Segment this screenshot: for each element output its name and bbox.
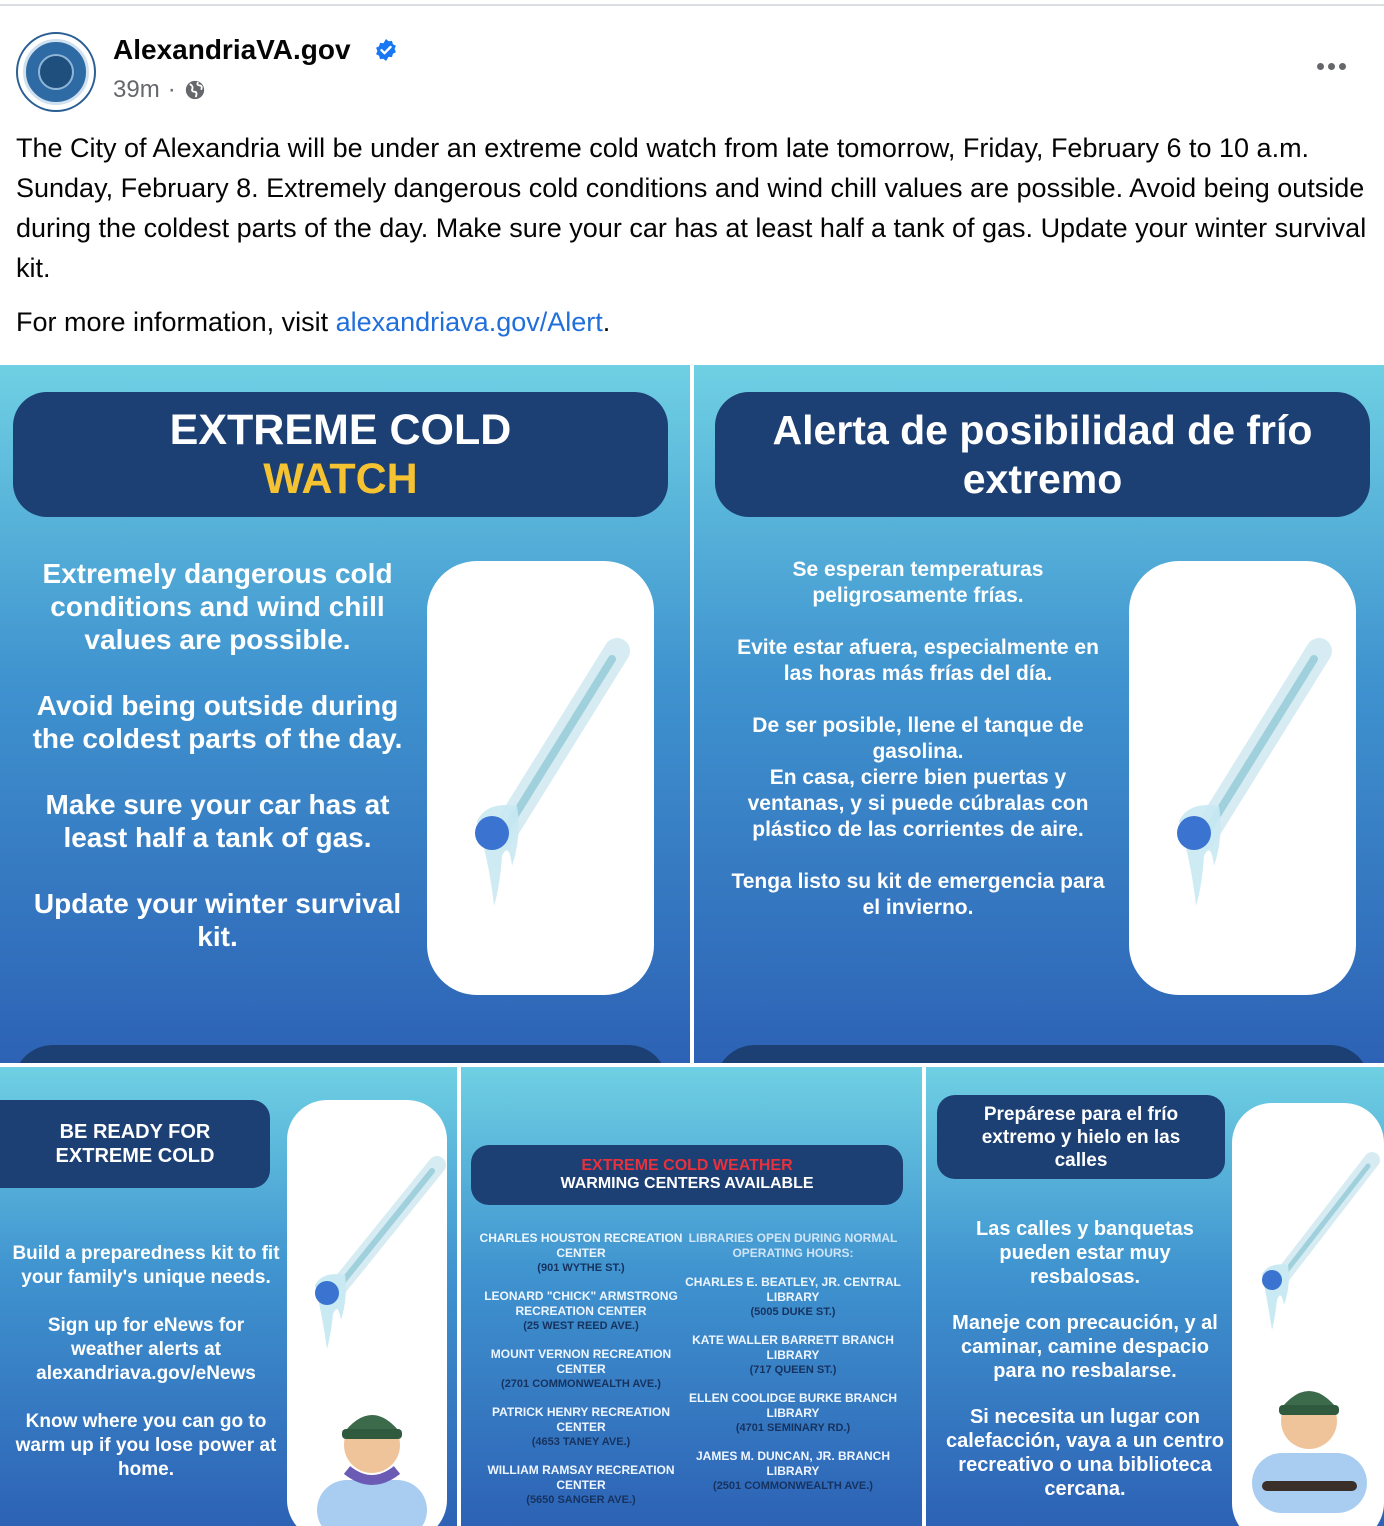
alerta-title: Alerta de posibilidad de frío extremo (772, 406, 1313, 502)
thermometer-card (427, 561, 654, 995)
thermometer-icon (1242, 1148, 1382, 1338)
thermometer-icon (297, 1155, 447, 1355)
info-suffix: . (602, 307, 611, 337)
ready-banner (0, 1100, 270, 1188)
thermometer-icon (447, 631, 637, 921)
info-prefix: For more information, visit (16, 307, 336, 337)
meta-separator: · (167, 76, 176, 103)
more-options-icon[interactable] (1310, 52, 1352, 80)
alerta-tip-5: Tenga listo su kit de emergencia para el invierno. (731, 870, 1105, 919)
alerta-banner (715, 392, 1370, 517)
page-name-link[interactable]: AlexandriaVA.gov (113, 34, 351, 65)
banner-subtitle: WATCH (263, 454, 418, 503)
tip-4: Update your winter survival kit. (33, 888, 402, 952)
ready-title: BE READY FOR EXTREME COLD (55, 1121, 215, 1167)
watch-tips (20, 557, 415, 953)
libraries-header: LIBRARIES OPEN DURING NORMAL OPERATING HOURS: (688, 1231, 898, 1260)
alerta-tip-1: Se esperan temperaturas peligrosamente frías. (792, 558, 1044, 607)
photo-alerta-frio[interactable] (694, 365, 1384, 1063)
city-seal-logo (23, 39, 89, 105)
preparese-tip-2: Maneje con precaución, y al caminar, camine despacio para no resbalarse. (952, 1312, 1218, 1382)
tip-3: Make sure your car has at least half a tank of gas. (45, 789, 390, 853)
ready-tip-3: Know where you can go to warm up if you lose power at home. (15, 1411, 277, 1480)
photo-extreme-cold-watch[interactable] (0, 365, 690, 1063)
verified-badge-icon (374, 38, 398, 62)
ready-tip-2: Sign up for eNews for weather alerts at alexandriava.gov/eNews (36, 1315, 256, 1384)
top-divider (0, 4, 1384, 6)
center-item: WILLIAM RAMSAY RECREATION CENTER (5650 SANGER AVE.) (487, 1463, 675, 1506)
footer-band (715, 1045, 1370, 1063)
post-timestamp[interactable]: 39m (113, 76, 160, 103)
globe-icon (184, 79, 206, 101)
warming-centers-banner (471, 1145, 903, 1205)
libraries-column (683, 1231, 903, 1507)
post-meta (113, 76, 206, 104)
library-item: ELLEN COOLIDGE BURKE BRANCH LIBRARY (4701 SEMINARY RD.) (688, 1391, 897, 1434)
ready-tips (12, 1242, 280, 1482)
photo-warming-centers[interactable] (461, 1067, 922, 1526)
alert-link[interactable]: alexandriava.gov/Alert (335, 307, 603, 337)
warming-title-white: WARMING CENTERS AVAILABLE (560, 1175, 814, 1192)
photo-preparese[interactable] (926, 1067, 1384, 1526)
library-item: CHARLES E. BEATLEY, JR. CENTRAL LIBRARY (5005 DUKE ST.) (685, 1275, 901, 1318)
preparese-tip-1: Las calles y banquetas pueden estar muy resbalosas. (976, 1218, 1194, 1288)
library-item: JAMES M. DUNCAN, JR. BRANCH LIBRARY (2501 COMMONWEALTH AVE.) (695, 1449, 890, 1492)
banner-title: EXTREME COLD (169, 405, 512, 454)
recreation-centers-column (471, 1231, 691, 1521)
tip-2: Avoid being outside during the coldest parts of the day. (32, 690, 403, 754)
post-body-text: The City of Alexandria will be under an extreme cold watch from late tomorrow, Friday, February 6 to 10 a.m. Sunday, February 8. Extremely dangerous cold conditions and wind chill values are possible. Avoid being outside during the coldest parts of the day. Make sure your car has at least half a tank of gas. Update your winter survival kit. (16, 133, 1367, 283)
thermometer-card (1129, 561, 1356, 995)
photo-be-ready[interactable] (0, 1067, 457, 1526)
illustration-card (1232, 1103, 1384, 1526)
center-item: PATRICK HENRY RECREATION CENTER (4653 TANEY AVE.) (491, 1405, 670, 1448)
center-item: MOUNT VERNON RECREATION CENTER (2701 COMMONWEALTH AVE.) (490, 1347, 672, 1390)
center-item: LEONARD "CHICK" ARMSTRONG RECREATION CENTER (25 WEST REED AVE.) (484, 1289, 678, 1332)
cold-person-illustration (1242, 1363, 1377, 1513)
cold-person-illustration (307, 1385, 437, 1526)
alerta-tip-2: Evite estar afuera, especialmente en las horas más frías del día. (737, 636, 1099, 685)
alerta-tip-4: En casa, cierre bien puertas y ventanas, y si puede cúbralas con plástico de las corrientes de aire. (747, 766, 1089, 841)
preparese-tip-3: Si necesita un lugar con calefacción, vaya a un centro recreativo o una biblioteca cercana. (946, 1406, 1224, 1500)
footer-band (13, 1045, 668, 1063)
alerta-tip-3: De ser posible, llene el tanque de gasolina. (752, 714, 1084, 763)
ready-tip-1: Build a preparedness kit to fit your family's unique needs. (12, 1243, 280, 1288)
illustration-card (287, 1100, 447, 1526)
preparese-tips (944, 1217, 1226, 1501)
page-avatar[interactable] (16, 32, 96, 112)
alerta-tips (724, 557, 1112, 921)
watch-banner (13, 392, 668, 517)
tip-1: Extremely dangerous cold conditions and wind chill values are possible. (42, 558, 393, 655)
center-item: CHARLES HOUSTON RECREATION CENTER (901 WYTHE ST.) (479, 1231, 683, 1274)
library-item: KATE WALLER BARRETT BRANCH LIBRARY (717 QUEEN ST.) (692, 1333, 894, 1376)
preparese-title: Prepárese para el frío extremo y hielo en las calles (981, 1103, 1181, 1171)
warming-title-red: EXTREME COLD WEATHER (581, 1157, 793, 1174)
post-info-line (16, 302, 610, 342)
preparese-banner (937, 1095, 1225, 1179)
thermometer-icon (1149, 631, 1339, 921)
